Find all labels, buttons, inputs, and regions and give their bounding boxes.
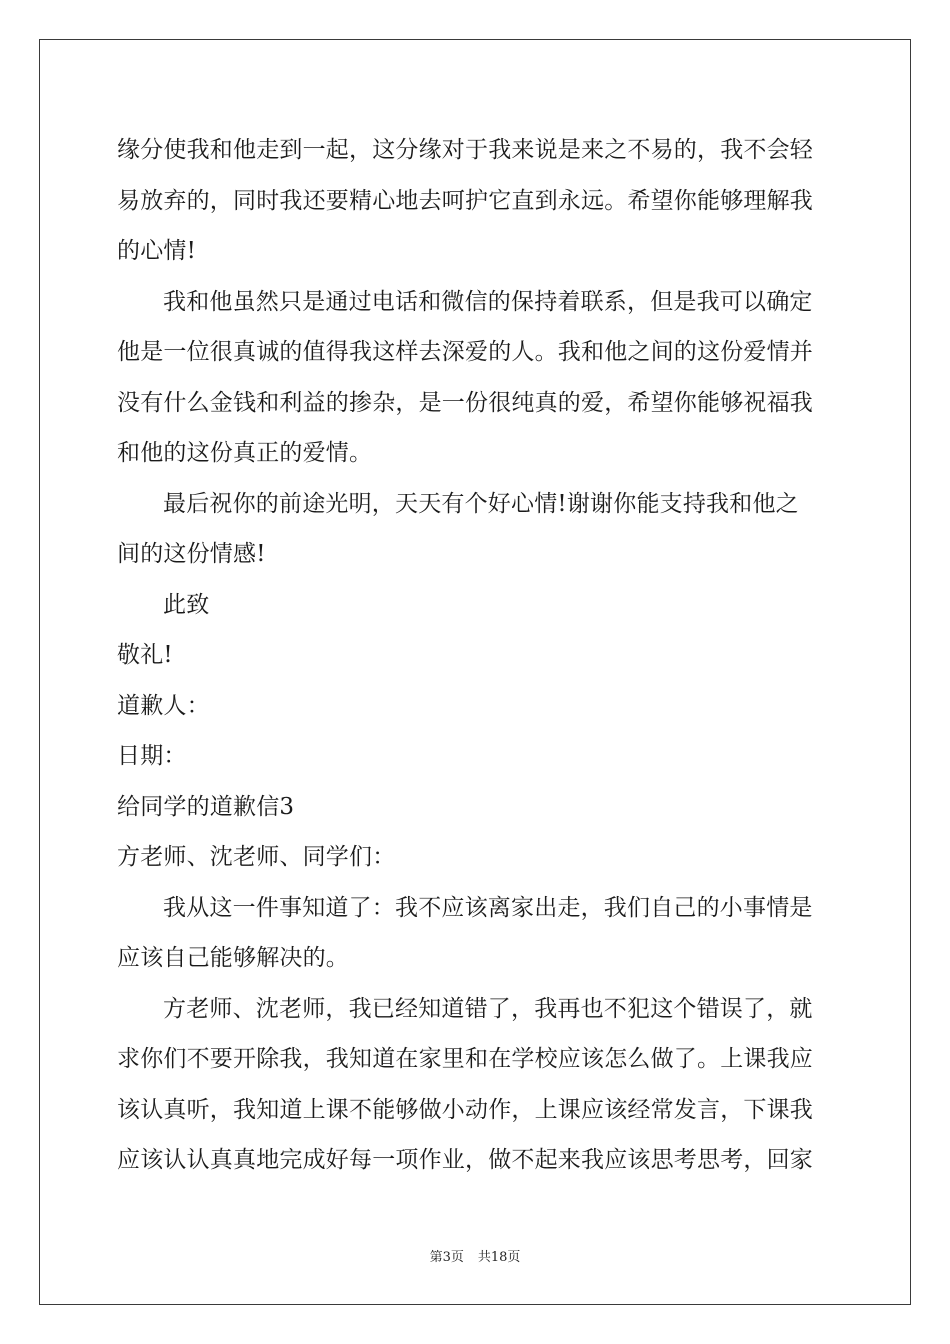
text-line: 缘分使我和他走到一起，这分缘对于我来说是来之不易的，我不会轻 — [117, 137, 813, 163]
text-line: 方老师、沈老师，我已经知道错了，我再也不犯这个错误了，就 — [163, 995, 813, 1022]
page-footer — [0, 1246, 950, 1265]
page-total: 共18页 — [477, 1250, 521, 1265]
text-line: 没有什么金钱和利益的掺杂，是一份很纯真的爱，希望你能够祝福我 — [117, 389, 813, 416]
text-line: 日期： — [117, 743, 187, 769]
text-line: 道歉人： — [117, 692, 210, 719]
text-line: 的心情! — [117, 238, 197, 264]
text-line: 应该自己能够解决的。 — [117, 945, 349, 971]
text-line: 最后祝你的前途光明，天天有个好心情!谢谢你能支持我和他之 — [163, 490, 799, 517]
text-line: 方老师、沈老师、同学们： — [117, 844, 396, 870]
text-line: 和他的这份真正的爱情。 — [117, 440, 373, 466]
text-line: 此致 — [163, 591, 210, 618]
text-line: 间的这份情感! — [117, 541, 266, 567]
document-body — [117, 125, 837, 1186]
text-line: 应该认认真真地完成好每一项作业，做不起来我应该思考思考，回家 — [117, 1147, 813, 1173]
text-line: 我和他虽然只是通过电话和微信的保持着联系，但是我可以确定 — [163, 288, 813, 315]
text-line: 我从这一件事知道了：我不应该离家出走，我们自己的小事情是 — [163, 894, 813, 921]
text-line: 给同学的道歉信3 — [117, 793, 295, 820]
text-line: 求你们不要开除我，我知道在家里和在学校应该怎么做了。上课我应 — [117, 1046, 813, 1072]
text-line: 敬礼! — [117, 642, 173, 668]
text-line: 该认真听，我知道上课不能够做小动作，上课应该经常发言，下课我 — [117, 1096, 813, 1123]
page-number: 第3页 — [429, 1250, 464, 1265]
text-line: 易放弃的，同时我还要精心地去呵护它直到永远。希望你能够理解我 — [117, 187, 813, 214]
text-line: 他是一位很真诚的值得我这样去深爱的人。我和他之间的这份爱情并 — [117, 339, 813, 365]
